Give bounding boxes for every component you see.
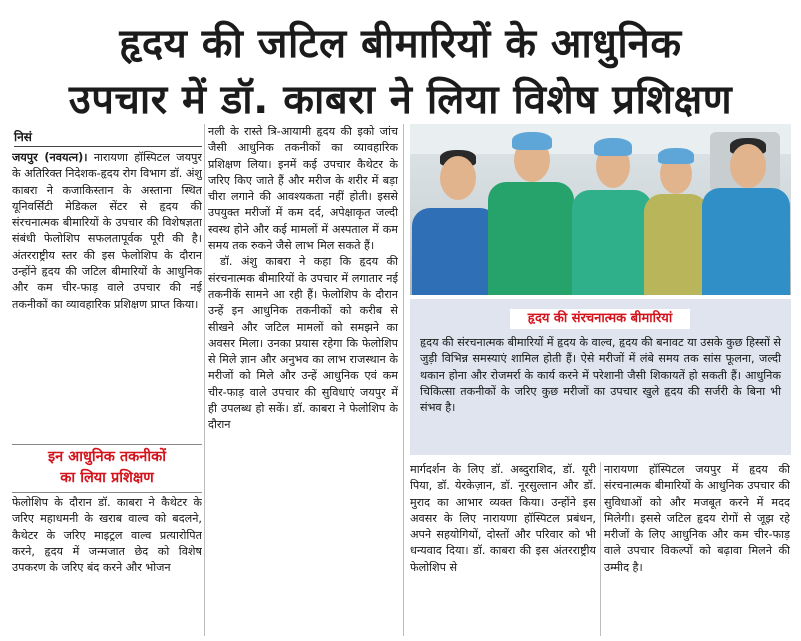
column-2-para-1: नली के रास्ते त्रि-आयामी हृदय की इको जांच जैसी आधुनिक तकनीकों का व्यावहारिक प्रशिक्षण लिया। इनमें कई उपचार कैथेटर के जरिए किए जाते हैं और मरीज के शरीर में बड़ा चीरा लगाने की आवश्यकता नहीं होती। इससे उपयुक्त मरीजों में कम दर्द, अपेक्षाकृत जल्दी स्वस्थ होने और कई मामलों में अस्पताल में कम समय तक रुकने जैसे लाभ मिल सकते हैं। — [208, 125, 398, 253]
byline: निसं — [14, 130, 32, 144]
column-2-para-2: डॉ. अंशु काबरा ने कहा कि हृदय की संरचनात्मक बीमारियों के उपचार में लगातार नई तकनीकें सामने आ रही हैं। फेलोशिप के दौरान उन्हें इन आधुनिक तकनीकों को करीब से सीखने और जटिल मामलों को समझने का अवसर मिला। उनका प्रयास रहेगा कि फेलोशिप से मिले ज्ञान और अनुभव का लाभ राजस्थान के मरीजों को मिले और उन्हें आधुनिक एवं कम चीर-फाड़ वाले उपचार की सुविधाएं जयपुर में ही उपलब्ध हो सकें। डॉ. काबरा ने फेलोशिप के दौरान — [208, 255, 398, 432]
info-box-title: हृदय की संरचनात्मक बीमारियां — [510, 309, 690, 329]
headline-line-1: हृदय की जटिल बीमारियों के आधुनिक — [119, 21, 682, 67]
subheading-line-2: का लिया प्रशिक्षण — [60, 470, 154, 486]
column-divider — [204, 124, 205, 636]
person-body — [488, 182, 574, 295]
column-divider — [403, 124, 404, 636]
person-body — [412, 208, 498, 295]
article-column-4 — [604, 462, 790, 636]
person-head — [440, 156, 476, 200]
person-cap — [512, 132, 552, 150]
subhead-rule-top — [12, 444, 202, 445]
article-column-2 — [208, 124, 398, 636]
info-box-text: हृदय की संरचनात्मक बीमारियों में हृदय के वाल्व, हृदय की बनावट या उसके कुछ हिस्सों से जुड़ी विभिन्न समस्याएं शामिल होती हैं। ऐसे मरीजों में लंबे समय तक सांस फूलना, जल्दी थकान होना और रोजमर्रा के कार्य करने में परेशानी जैसी शिकायतें हो सकती हैं। आधुनिक चिकित्सा तकनीकों के जरिए कुछ मरीजों का उपचार खुले हृदय की सर्जरी के बिना भी संभव है। — [420, 336, 781, 415]
subheading-line-1: इन आधुनिक तकनीकों — [47, 449, 167, 465]
column-3-text: मार्गदर्शन के लिए डॉ. अब्दुराशिद, डॉ. यूरी पिया, डॉ. येरकेज़ान, डॉ. नूरसुल्तान और डॉ. मुराद का आभार व्यक्त किया। उन्होंने इस अवसर के लिए नारायणा हॉस्पिटल प्रबंधन, अपने सहयोगियों, दोस्तों और परिवार को भी धन्यवाद दिया। डॉ. काबरा की इस अंतरराष्ट्रीय फेलोशिप से — [410, 463, 596, 574]
person-cap — [594, 138, 632, 156]
person-cap — [658, 148, 694, 164]
column-1b-text: फेलोशिप के दौरान डॉ. काबरा ने कैथेटर के जरिए महाधमनी के खराब वाल्व को बदलने, कैथेटर के जरिए माइट्रल वाल्व प्रत्यारोपित करने, हृदय में जन्मजात छेद को विशेष उपकरण के जरिए बंद करने और भोजन — [12, 496, 202, 575]
article-column-1b — [12, 495, 202, 635]
person-head — [730, 144, 766, 188]
column-divider — [600, 462, 601, 636]
subhead-rule-bottom — [12, 492, 202, 493]
article-column-3 — [410, 462, 596, 636]
subheading — [12, 447, 202, 489]
person-body — [572, 190, 652, 295]
info-box — [410, 299, 791, 455]
person-body — [702, 188, 790, 295]
column-1-text: नारायणा हॉस्पिटल जयपुर के अतिरिक्त निदेशक-हृदय रोग विभाग डॉ. अंशु काबरा ने कजाकिस्तान के अस्ताना स्थित यूनिवर्सिटी मेडिकल सेंटर से हृदय की संरचनात्मक बीमारियों के उपचार की विशेषज्ञता संबंधी फेलोशिप सफलतापूर्वक पूरी की है। अंतरराष्ट्रीय स्तर की इस फेलोशिप के दौरान उन्होंने हृदय की जटिल बीमारियों के आधुनिक और कम चीर-फाड़ वाले उपचार की नई तकनीकों का व्यावहारिक प्रशिक्षण प्राप्त किया। — [12, 151, 202, 311]
group-photo — [410, 124, 791, 295]
person-body — [644, 194, 708, 295]
dateline: जयपुर (नवयत्न)। — [12, 151, 88, 164]
byline-rule — [14, 146, 202, 147]
column-4-text: नारायणा हॉस्पिटल जयपुर में हृदय की संरचनात्मक बीमारियों के आधुनिक उपचार की सुविधाओं को और मजबूत करने में मदद मिलेगी। इससे जटिल हृदय रोगों से जूझ रहे मरीजों के लिए आधुनिक और कम चीर-फाड़ वाले उपचार विकल्पों को बढ़ावा मिलने की उम्मीद है। — [604, 463, 790, 574]
headline — [0, 0, 801, 122]
headline-line-2: उपचार में डॉ. काबरा ने लिया विशेष प्रशिक्षण — [68, 77, 733, 123]
article-column-1 — [12, 150, 202, 440]
